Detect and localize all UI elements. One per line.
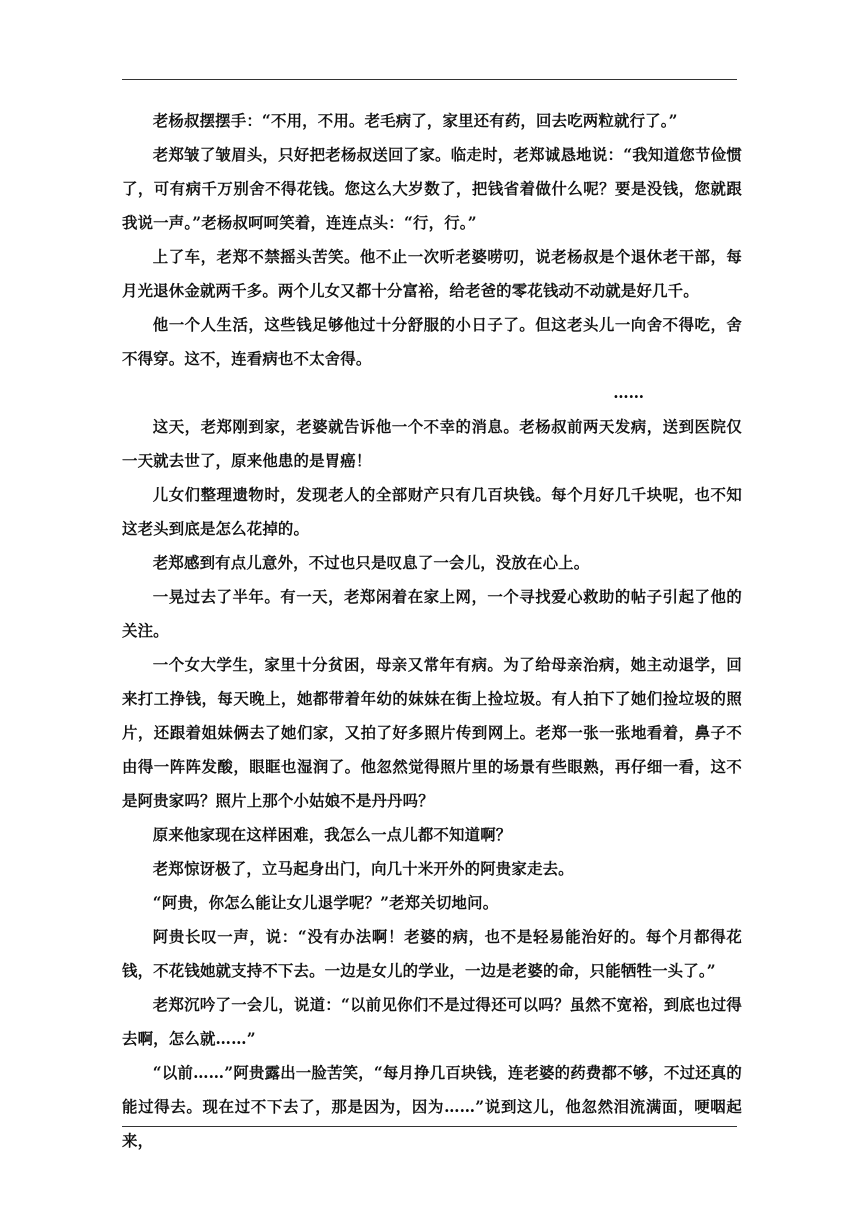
footer-rule [122, 1126, 737, 1127]
section-break-ellipsis: …… [613, 384, 644, 402]
paragraph: 一个女大学生，家里十分贫困，母亲又常年有病。为了给母亲治病，她主动退学，回来打工挣钱，每天晚上，她都带着年幼的妹妹在街上捡垃圾。有人拍下了她们捡垃圾的照片，还跟着姐妹俩去了她们家，又拍了好多照片传到网上。老郑一张一张地看着，鼻子不由得一阵阵发酸，眼眶也湿润了。他忽然觉得照片里的场景有些眼熟，再仔细一看，这不是阿贵家吗？照片上那个小姑娘不是丹丹吗？ [122, 656, 742, 810]
paragraph: 原来他家现在这样困难，我怎么一点儿都不知道啊？ [152, 826, 512, 844]
paragraph: 老郑皱了皱眉头，只好把老杨叔送回了家。临走时，老郑诚恳地说：“我知道您节俭惯了，可有病千万别舍不得花钱。您这么大岁数了，把钱省着做什么呢？要是没钱，您就跟我说一声。”老杨叔呵呵笑着，连连点头：“行，行。” [122, 146, 742, 232]
paragraph: 老郑惊讶极了，立马起身出门，向几十米开外的阿贵家走去。 [152, 860, 574, 878]
paragraph: 儿女们整理遗物时，发现老人的全部财产只有几百块钱。每个月好几千块呢，也不知这老头到底是怎么花掉的。 [122, 486, 742, 538]
paragraph: “阿贵，你怎么能让女儿退学呢？”老郑关切地问。 [152, 894, 499, 912]
paragraph: 老郑沉吟了一会儿，说道：“以前见你们不是过得还可以吗？虽然不宽裕，到底也过得去啊，怎么就……” [122, 996, 742, 1048]
paragraph: 上了车，老郑不禁摇头苦笑。他不止一次听老婆唠叨，说老杨叔是个退休老干部，每月光退休金就两千多。两个儿女又都十分富裕，给老爸的零花钱动不动就是好几千。 [122, 248, 742, 300]
paragraph: 他一个人生活，这些钱足够他过十分舒服的小日子了。但这老头儿一向舍不得吃，舍不得穿。这不，连看病也不太舍得。 [122, 316, 742, 368]
paragraph: 一晃过去了半年。有一天，老郑闲着在家上网，一个寻找爱心救助的帖子引起了他的关注。 [122, 588, 742, 640]
article-body [122, 104, 742, 1158]
paragraph: 阿贵长叹一声，说：“没有办法啊！老婆的病，也不是轻易能治好的。每个月都得花钱，不花钱她就支持不下去。一边是女儿的学业，一边是老婆的命，只能牺牲一头了。” [122, 928, 742, 980]
paragraph: 老郑感到有点儿意外，不过也只是叹息了一会儿，没放在心上。 [152, 554, 590, 572]
header-rule [122, 79, 737, 80]
paragraph: 这天，老郑刚到家，老婆就告诉他一个不幸的消息。老杨叔前两天发病，送到医院仅一天就去世了，原来他患的是胃癌！ [122, 418, 742, 470]
paragraph: “以前……”阿贵露出一脸苦笑，“每月挣几百块钱，连老婆的药费都不够，不过还真的能过得去。现在过不下去了，那是因为，因为……”说到这儿，他忽然泪流满面，哽咽起来， [122, 1064, 742, 1150]
paragraph: 老杨叔摆摆手：“不用，不用。老毛病了，家里还有药，回去吃两粒就行了。” [152, 112, 678, 130]
